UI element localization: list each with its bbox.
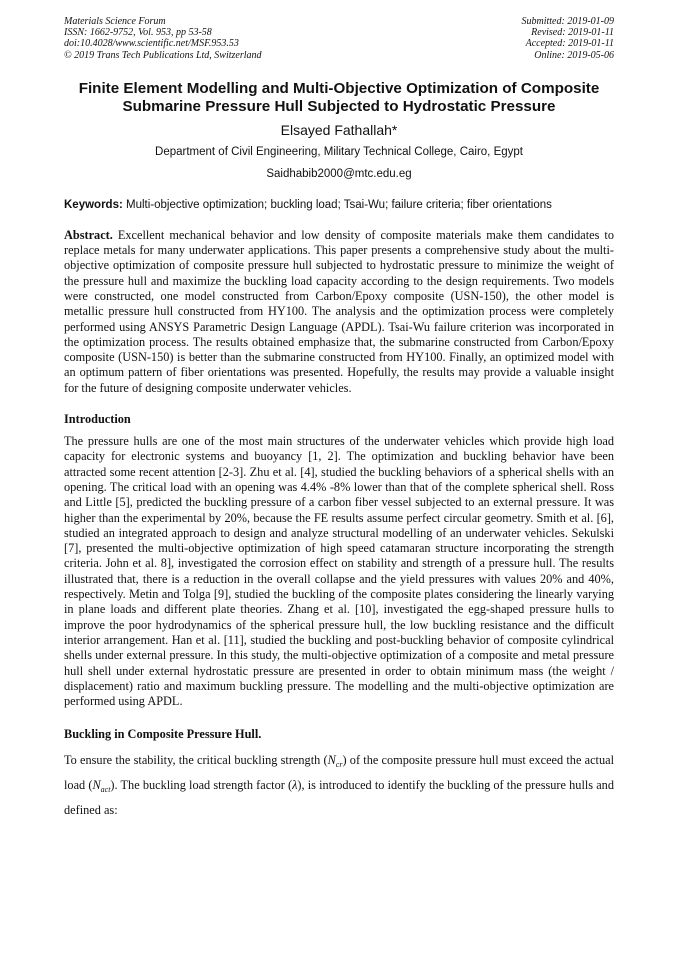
abstract-text: Excellent mechanical behavior and low density of composite materials make them candidates to replace metals for many underwater applications. This paper presents a comprehensive study about the multi-objective optimization of composite pressure hull subjected to hydrostatic pressure to minimize the weight of the pressure hull and maximize the buckling load capacity according to the design requirements. Two models were constructed, one model constructed from Carbon/Epoxy composite (USN-150), the other model is metallic pressure hull constructed from HY100. The analysis and the optimization process were completely performed using ANSYS Parametric Design Language (APDL). Tsai-Wu failure criterion was incorporated in the optimization process. The results obtained emphasize that, the submarine constructed from Carbon/Epoxy composite (USN-150) is better than the submarine constructed from HY100. Finally, an optimized model with an optimum pattern of fiber orientations was presented. Hopefully, the results may provide a valuable insight for the future of designing composite underwater vehicles. — [64, 227, 614, 395]
introduction-heading: Introduction — [64, 412, 131, 427]
journal-header — [64, 16, 614, 61]
date-submitted: Submitted: 2019-01-09 — [521, 16, 614, 27]
journal-doi: doi:10.4028/www.scientific.net/MSF.953.53 — [64, 38, 239, 50]
abstract — [64, 228, 614, 396]
date-accepted: Accepted: 2019-01-11 — [525, 38, 614, 50]
buckling-text-part3: ). The buckling load strength factor ( — [110, 778, 293, 793]
paper-author: Elsayed Fathallah* — [280, 121, 398, 138]
buckling-text — [64, 750, 614, 821]
ncr-symbol — [327, 753, 343, 770]
buckling-text-part4: ), is introduced to identify the buckling of the pressure hulls and defined as: — [64, 778, 614, 818]
header-right — [522, 16, 615, 61]
date-revised: Revised: 2019-01-11 — [531, 27, 614, 39]
header-left — [64, 16, 262, 61]
buckling-text-part1: To ensure the stability, the critical buckling strength ( — [64, 753, 328, 768]
introduction-text: The pressure hulls are one of the most main structures of the underwater vehicles which provide high load capacity for electronic systems and buoyancy [1, 2]. The optimization and buckling behavior have been attracted some recent attention [2-3]. Zhu et al. [4], studied the buckling behaviors of a spherical shells with an opening. The critical load with an opening was 4.4% -8% lower than that of the complete spherical shell. Ross and Little [5], predicted the buckling pressure of a carbon fiber vessel subjected to an external pressure. It was higher than the experimental by 20%, because the FE results assume perfect circular geometry. Smith et al. [6], studied an integrated approach to design and analyze structural modelling of an underwater vehicles. Sekulski [7], presented the multi-objective optimization of high speed catamaran structure incorporating the strength criteria. John et al. 8], investigated the corrosion effect on stability and strength of a pressure hull. The results illustrated that, there is a reduction in the overall collapse and the yield pressures with values 20% and 40%, respectively. Metin and Tolga [9], studied the buckling of the composite plates considering the linearly varying in plane loads and different plate theories. Zhang et al. [10], investigated the egg-shaped pressure hulls to improve the poor hydrodynamics of the spherical pressure hull, the low buckling resistance and the difficult interior arrangement. Han et al. [11], studied the buckling and post-buckling behavior of composite cylindrical shells under external pressure. In this study, the multi-objective optimization of a composite and metal pressure hull shell under external hydrostatic pressure are presented in order to obtain minimum mass (the weight / displacement) ratio and maximum buckling pressure. The modelling and the multi-objective optimization are performed using APDL. — [64, 434, 614, 709]
nact-base: N — [92, 778, 101, 793]
nact-subscript: act — [100, 785, 111, 795]
paper-title: Finite Element Modelling and Multi-Objective Optimization of Composite Submarine Pressure Hull Subjected to Hydrostatic Pressure — [78, 79, 600, 115]
date-online: Online: 2019-05-06 — [534, 49, 614, 61]
buckling-heading: Buckling in Composite Pressure Hull. — [64, 727, 262, 742]
keywords — [64, 198, 614, 212]
journal-issn: ISSN: 1662-9752, Vol. 953, pp 53-58 — [64, 27, 212, 39]
nact-symbol — [92, 778, 111, 795]
author-email: Saidhabib2000@mtc.edu.eg — [266, 167, 412, 180]
journal-copyright: © 2019 Trans Tech Publications Ltd, Switzerland — [64, 49, 262, 61]
author-affiliation: Department of Civil Engineering, Military Technical College, Cairo, Egypt — [155, 145, 523, 158]
journal-name: Materials Science Forum — [64, 16, 166, 27]
lambda-symbol: λ — [292, 778, 298, 793]
buckling-text-part2: ) of the composite pressure hull must exceed the actual load ( — [64, 753, 614, 793]
keywords-label: Keywords: — [64, 198, 123, 211]
abstract-label: Abstract. — [64, 227, 113, 242]
ncr-subscript: cr — [335, 760, 343, 770]
keywords-text: Multi-objective optimization; buckling load; Tsai-Wu; failure criteria; fiber orientations — [126, 198, 552, 211]
ncr-base: N — [327, 753, 336, 768]
paper-page — [64, 16, 614, 821]
